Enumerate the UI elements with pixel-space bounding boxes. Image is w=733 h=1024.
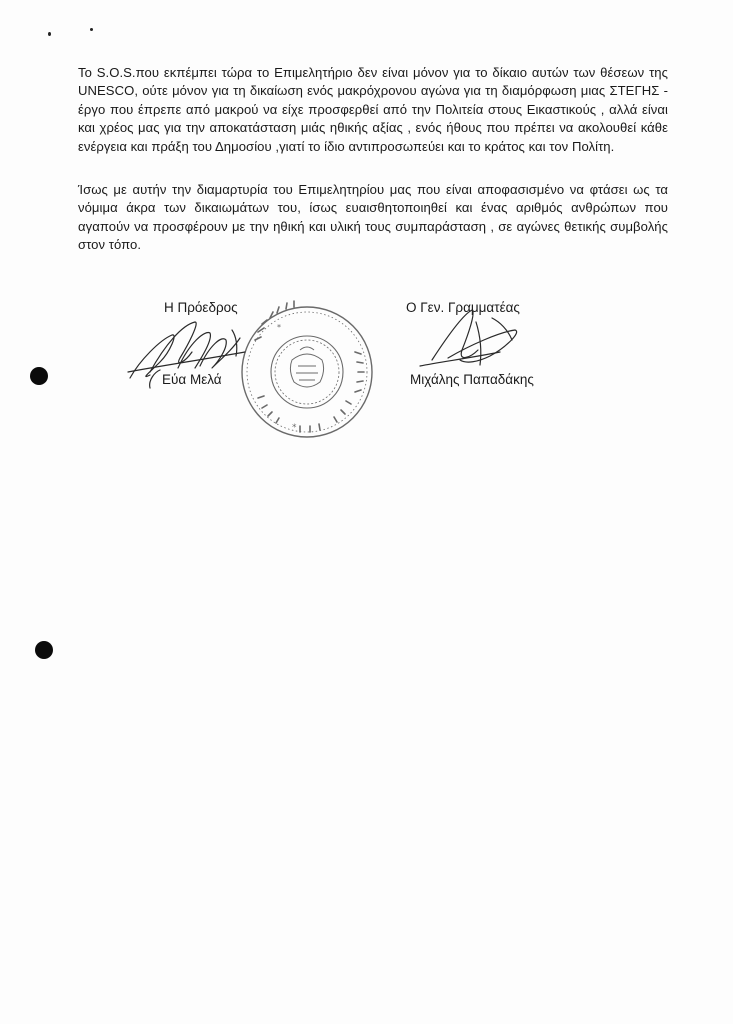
svg-text:*: * (277, 323, 281, 332)
signatory-name-left: Εύα Μελά (162, 372, 222, 387)
scan-speck (90, 28, 93, 31)
body-paragraph: Ίσως με αυτήν την διαμαρτυρία του Επιμελητηρίου μας που είναι αποφασισμένο να φτάσει ως τα νόμιμα άκρα των δικαιωμάτων του, ίσως ευαισθητοποιηθεί και ένας αριθμός ανθρώπων που αγαπούν να προσφέρουν με την ηθική και υλική τους συμπαράσταση , σε αγώνες θετικής συμβολής στον τόπο. (78, 182, 668, 253)
svg-text:*: * (292, 423, 297, 433)
punch-hole (30, 367, 48, 385)
body-paragraph: Το S.O.S.που εκπέμπει τώρα το Επιμελητήριο δεν είναι μόνον για το δίκαιο αυτών των θέσεων της UNESCO, ούτε μόνον για τη δικαίωση ενός μακρόχρονου αγώνα για τη διαμόρφωση μιας ΣΤΕΓΗΣ - έργο που έπρεπε από μακρού να είχε προσφερθεί από την Πολιτεία στους Εικαστικούς , αλλά είναι και χρέος μας για την αποκατάσταση μιάς ηθικής αξίας , ενός ήθους που πρέπει να ακολουθεί κάθε ενέργεια και πράξη του Δημοσίου ,γιατί το ίδιο αντιπροσωπεύει και το κράτος και τον Πολίτη. (78, 65, 668, 154)
punch-hole (35, 641, 53, 659)
round-seal-icon (242, 301, 372, 437)
scan-speck (48, 32, 51, 36)
signatory-role-left: Η Πρόεδρος (164, 300, 238, 315)
signatory-name-right: Μιχάλης Παπαδάκης (410, 372, 534, 387)
signatory-role-right: Ο Γεν. Γραμματέας (406, 300, 520, 315)
handwritten-signature-right (420, 310, 517, 366)
